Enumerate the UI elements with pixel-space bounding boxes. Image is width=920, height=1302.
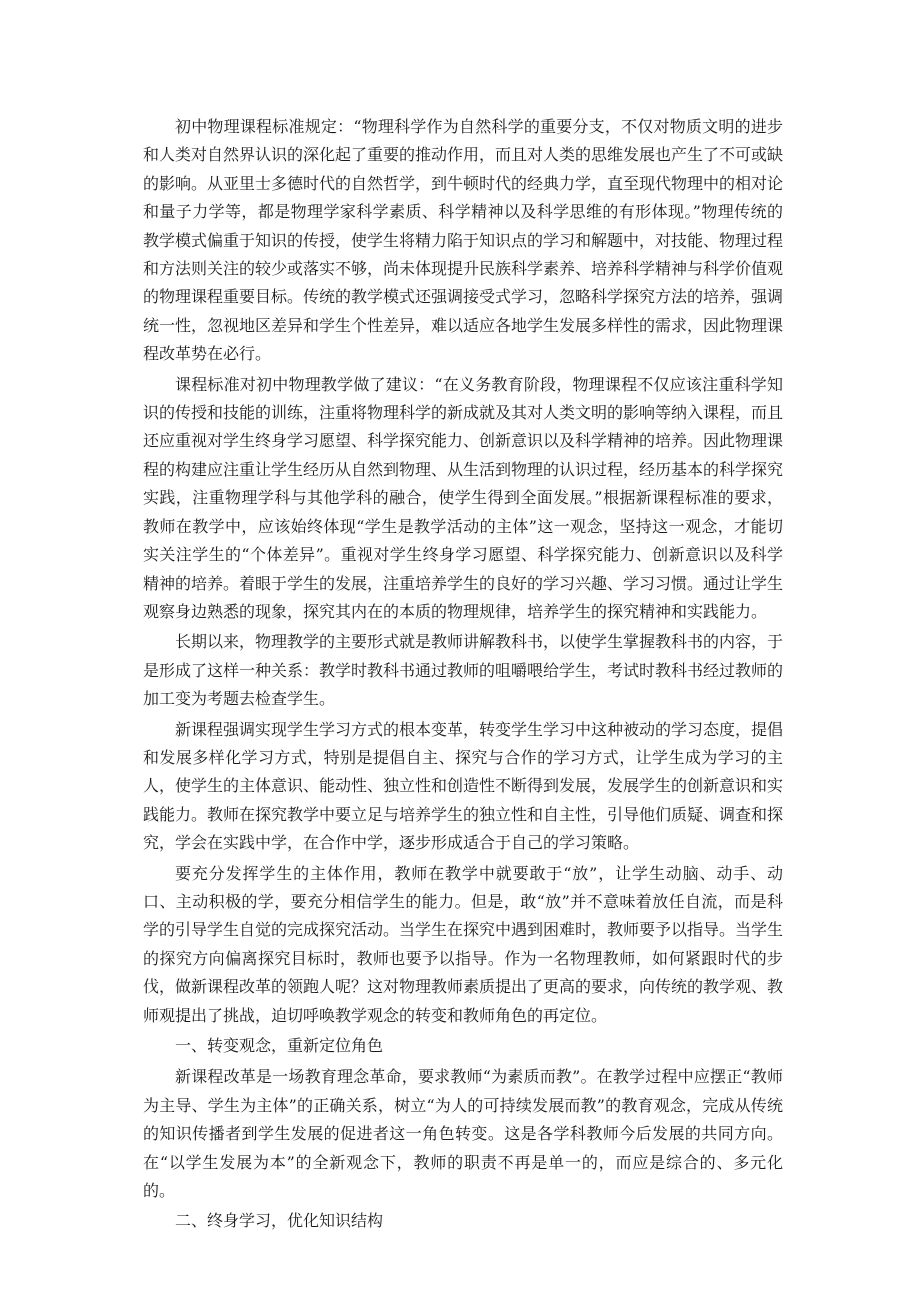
document-body (143, 113, 783, 1239)
paragraph-6: 新课程改革是一场教育理念革命，要求教师“为素质而教”。在教学过程中应摆正“教师为主导、学生为主体”的正确关系，树立“为人的可持续发展而教”的教育观念，完成从传统的知识传播者到学生发展的促进者这一角色转变。这是各学科教师今后发展的共同方向。在“以学生发展为本”的全新观念下，教师的职责不再是单一的，而应是综合的、多元化的。 (143, 1067, 783, 1201)
paragraph-2: 课程标准对初中物理教学做了建议：“在义务教育阶段，物理课程不仅应该注重科学知识的传授和技能的训练，注重将物理科学的新成就及其对人类文明的影响等纳入课程，而且还应重视对学生终身学习愿望、科学探究能力、创新意识以及科学精神的培养。因此物理课程的构建应注重让学生经历从自然到物理、从生活到物理的认识过程，经历基本的科学探究实践，注重物理学科与其他学科的融合，使学生得到全面发展。”根据新课程标准的要求，教师在教学中，应该始终体现“学生是教学活动的主体”这一观念，坚持这一观念，才能切实关注学生的“个体差异”。重视对学生终身学习愿望、科学探究能力、创新意识以及科学精神的培养。着眼于学生的发展，注重培养学生的良好的学习兴趣、学习习惯。通过让学生观察身边熟悉的现象，探究其内在的本质的物理规律，培养学生的探究精神和实践能力。 (143, 374, 784, 621)
paragraph-5: 要充分发挥学生的主体作用，教师在教学中就要敢于“放”，让学生动脑、动手、动口、主动积极的学，要充分相信学生的能力。但是，敢“放”并不意味着放任自流，而是科学的引导学生自觉的完成探究活动。当学生在探究中遇到困难时，教师要予以指导。当学生的探究方向偏离探究目标时，教师也要予以指导。作为一名物理教师，如何紧跟时代的步伐，做新课程改革的领跑人呢？这对物理教师素质提出了更高的要求，向传统的教学观、教师观提出了挑战，迫切呼唤教学观念的转变和教师角色的再定位。 (143, 863, 784, 1025)
paragraph-1: 初中物理课程标准规定：“物理科学作为自然科学的重要分支，不仅对物质文明的进步和人类对自然界认识的深化起了重要的推动作用，而且对人类的思维发展也产生了不可或缺的影响。从亚里士多德时代的自然哲学，到牛顿时代的经典力学，直至现代物理中的相对论和量子力学等，都是物理学家科学素质、科学精神以及科学思维的有形体现。”物理传统的教学模式偏重于知识的传授，使学生将精力陷于知识点的学习和解题中，对技能、物理过程和方法则关注的较少或落实不够，尚未体现提升民族科学素养、培养科学精神与科学价值观的物理课程重要目标。传统的教学模式还强调接受式学习，忽略科学探究方法的培养，强调统一性，忽视地区差异和学生个性差异，难以适应各地学生发展多样性的需求，因此物理课程改革势在必行。 (143, 117, 784, 364)
paragraph-4: 新课程强调实现学生学习方式的根本变革，转变学生学习中这种被动的学习态度，提倡和发展多样化学习方式，特别是提倡自主、探究与合作的学习方式，让学生成为学习的主人，使学生的主体意识、能动性、独立性和创造性不断得到发展，发展学生的创新意识和实践能力。教师在探究教学中要立足与培养学生的独立性和自主性，引导他们质疑、调查和探究，学会在实践中学，在合作中学，逐步形成适合于自己的学习策略。 (143, 719, 784, 853)
paragraph-3: 长期以来，物理教学的主要形式就是教师讲解教科书，以使学生掌握教科书的内容，于是形成了这样一种关系：教学时教科书通过教师的咀嚼喂给学生，考试时教科书经过教师的加工变为考题去检查学生。 (143, 632, 784, 709)
section-heading-2: 二、终身学习，优化知识结构 (175, 1211, 384, 1231)
section-heading-1: 一、转变观念，重新定位角色 (175, 1036, 384, 1055)
